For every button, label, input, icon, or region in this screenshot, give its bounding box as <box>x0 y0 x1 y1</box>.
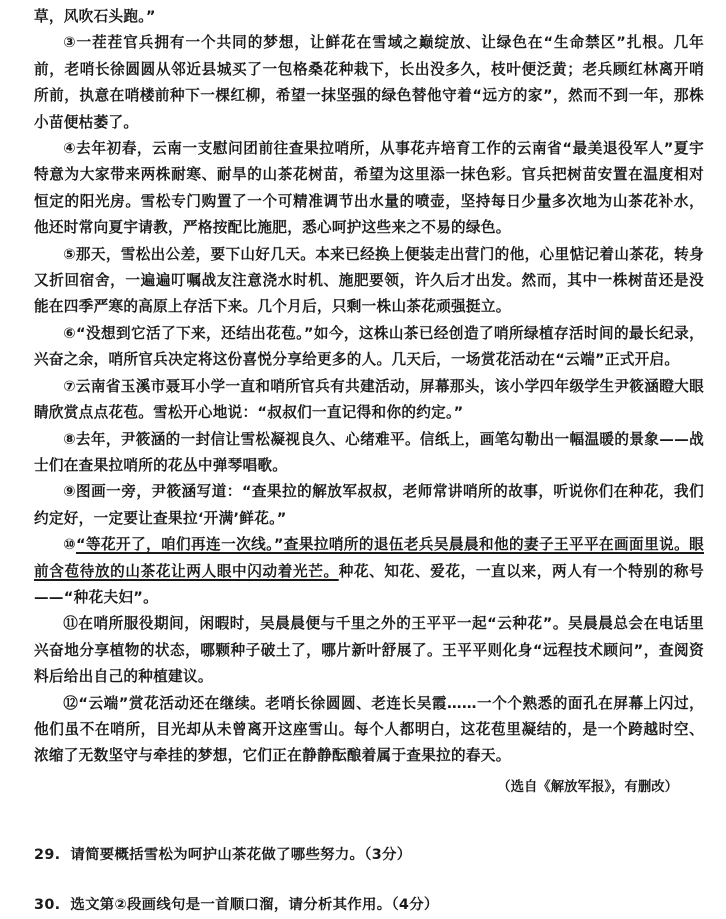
paragraph-10-rest: 种花、知花、爱花，一直以来，两人有一个特别的称号——“种花夫妇”。 <box>34 562 704 606</box>
question-number: 30. <box>34 897 61 913</box>
paragraph-7: ⑦云南省玉溪市聂耳小学一直和哨所官兵有共建活动，屏幕那头，该小学四年级学生尹筱涵瞪大眼睛欣赏点点花苞。雪松开心地说：“叔叔们一直记得和你的约定。” <box>34 377 704 422</box>
paragraph-8: ⑧去年，尹筱涵的一封信让雪松凝视良久、心绪难平。信纸上，画笔勾勒出一幅温暖的景象——战士们在查果拉哨所的花丛中弹琴唱歌。 <box>34 430 704 474</box>
question-text: 请简要概括雪松为呵护山茶花做了哪些努力。（3分） <box>70 847 412 863</box>
question-29 <box>34 843 411 864</box>
paragraph-10 <box>34 532 704 611</box>
paragraph-10-number: ⑩ <box>63 536 76 554</box>
question-text: 选文第②段画线句是一首顺口溜，请分析其作用。（4分） <box>70 897 439 913</box>
paragraph-2-end: 草，风吹石头跑。” <box>34 8 156 25</box>
reading-passage <box>34 4 704 799</box>
paragraph-6: ⑥“没想到它活了下来，还结出花苞。”如今，这株山茶已经创造了哨所绿植存活时间的最长纪录，兴奋之余，哨所官兵决定将这份喜悦分享给更多的人。几天后，一场赏花活动在“云端”正式开启。 <box>34 324 704 369</box>
paragraph-3: ③一茬茬官兵拥有一个共同的梦想，让鲜花在雪域之巅绽放、让绿色在“生命禁区”扎根。几年前，老哨长徐圆圆从邻近县城买了一包格桑花种栽下，长出没多久，枝叶便泛黄；老兵顾红林离开哨所前，执意在哨楼前种下一棵红柳，希望一抹坚强的绿色替他守着“远方的家”，然而不到一年，那株小苗便枯萎了。 <box>34 34 704 131</box>
paragraph-5: ⑤那天，雪松出公差，要下山好几天。本来已经换上便装走出营门的他，心里惦记着山茶花，转身又折回宿舍，一遍遍叮嘱战友注意浇水时机、施肥要领，许久后才出发。然而，其中一株树苗还是没能在四季严寒的高原上存活下来。几个月后，只剩一株山茶花顽强挺立。 <box>34 245 704 316</box>
paragraph-9: ⑨图画一旁，尹筱涵写道：“查果拉的解放军叔叔，老师常讲哨所的故事，听说你们在种花，我们约定好，一定要让查果拉‘开满’鲜花。” <box>34 483 704 527</box>
question-number: 29. <box>34 847 61 863</box>
paragraph-4: ④去年初春，云南一支慰问团前往查果拉哨所，从事花卉培育工作的云南省“最美退役军人”夏宇特意为大家带来两株耐寒、耐旱的山茶花树苗，希望为这里添一抹色彩。官兵把树苗安置在温度相对恒定的阳光房。雪松专门购置了一个可精准调节出水量的喷壶，坚持每日少量多次地为山茶花补水，他还时常向夏宇请教，严格按配比施肥，悉心呵护这些来之不易的绿色。 <box>34 140 704 237</box>
underlined-sentence: “等花开了，咱们再连一次线。”查果拉哨所的退伍老兵吴晨晨和他的妻子王平平在画面里说。眼前含苞待放的山茶花让两人眼中闪动着光芒。 <box>34 536 704 580</box>
question-30 <box>34 893 439 914</box>
paragraph-12: ⑫“云端”赏花活动还在继续。老哨长徐圆圆、老连长吴霞……一个个熟悉的面孔在屏幕上闪过，他们虽不在哨所，目光却从未曾离开这座雪山。每个人都明白，这花苞里凝结的，是一个跨越时空、浓缩了无数坚守与牵挂的梦想，它们正在静静酝酿着属于查果拉的春天。 <box>34 694 704 765</box>
source-note: （选自《解放军报》，有删改） <box>497 779 678 795</box>
paragraph-11: ⑪在哨所服役期间，闲暇时，吴晨晨便与千里之外的王平平一起“云种花”。吴晨晨总会在电话里兴奋地分享植物的状态，哪颗种子破土了，哪片新叶舒展了。王平平则化身“远程技术顾问”，查阅资料后给出自己的种植建议。 <box>34 615 704 686</box>
